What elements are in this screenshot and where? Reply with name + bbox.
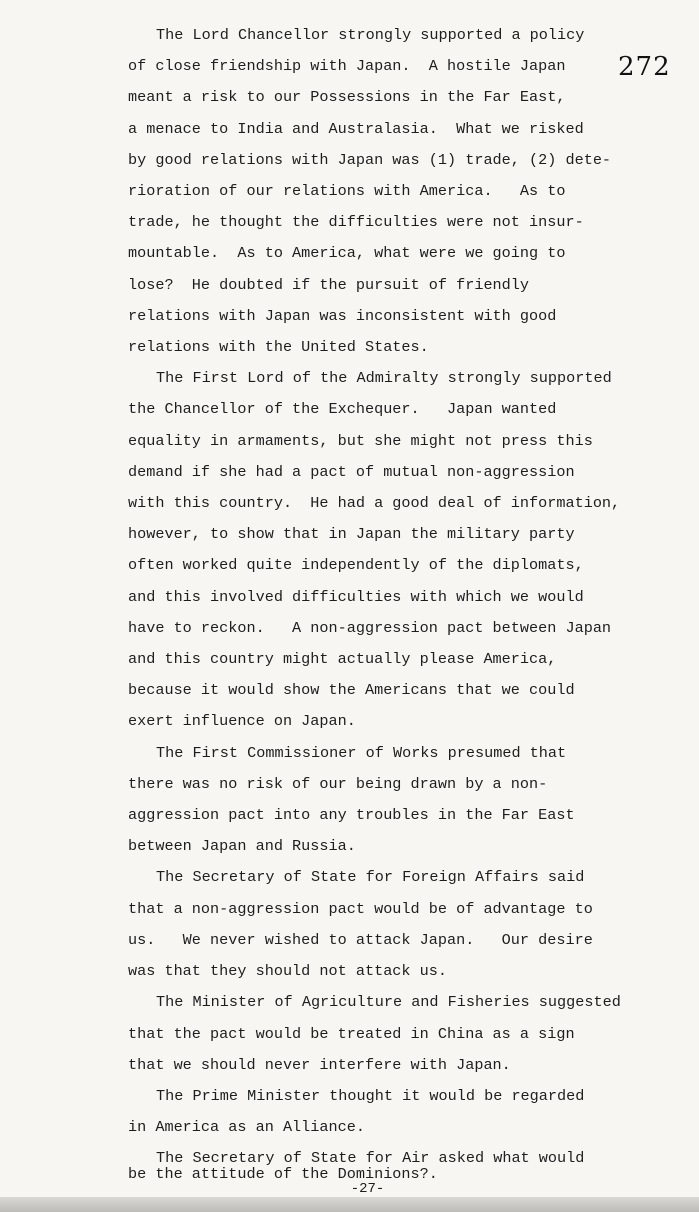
text-line: exert influence on Japan. [128,712,356,731]
text-line: The Secretary of State for Air asked what would [156,1149,585,1167]
text-line: meant a risk to our Possessions in the Far East, [128,88,566,107]
text-line: of close friendship with Japan. A hostile Japan [128,57,566,76]
paragraph-first-commissioner-works [128,738,688,863]
text-line: lose? He doubted if the pursuit of friendly [128,275,530,294]
text-line: have to reckon. A non-aggression pact between Japan [128,618,612,637]
text-line: that we should never interfere with Japan. [128,1055,511,1074]
paragraph-lord-chancellor [128,20,688,363]
text-line: with this country. He had a good deal of information, [128,494,621,513]
text-line: The Minister of Agriculture and Fisheries suggested [156,993,621,1012]
text-line: by good relations with Japan was (1) trade, (2) dete- [128,150,612,169]
text-line: The First Lord of the Admiralty strongly supported [156,369,612,388]
text-line: between Japan and Russia. [128,837,356,856]
page-number: 272 [618,52,671,82]
text-line: in America as an Alliance. [128,1118,365,1137]
text-line: the Chancellor of the Exchequer. Japan wanted [128,400,557,419]
text-line: The First Commissioner of Works presumed that [156,743,567,762]
text-line: equality in armaments, but she might not press this [128,431,593,450]
footer-page-label: -27- [350,1181,385,1197]
text-line: was that they should not attack us. [128,962,447,981]
text-line: rioration of our relations with America. As to [128,182,566,201]
text-line: because it would show the Americans that we could [128,681,575,700]
text-line: there was no risk of our being drawn by a non- [128,774,548,793]
text-line: mountable. As to America, what were we going to [128,244,566,263]
paragraph-foreign-secretary [128,862,688,987]
text-line: aggression pact into any troubles in the Far East [128,806,575,825]
text-line: us. We never wished to attack Japan. Our desire [128,930,593,949]
text-line: relations with Japan was inconsistent with good [128,306,557,325]
text-line: The Prime Minister thought it would be regarded [156,1086,585,1105]
text-line: and this country might actually please America, [128,650,557,669]
paragraph-first-lord-admiralty [128,363,688,737]
scan-bottom-edge [0,1197,699,1212]
paragraph-prime-minister [128,1081,688,1143]
text-line: The Lord Chancellor strongly supported a policy [156,26,585,44]
text-line: a menace to India and Australasia. What we risked [128,119,584,138]
text-line: relations with the United States. [128,338,429,357]
text-line: often worked quite independently of the diplomats, [128,556,584,575]
text-line: however, to show that in Japan the military party [128,525,575,544]
text-line: that a non-aggression pact would be of advantage to [128,899,593,918]
paragraph-secretary-air [128,1150,688,1182]
paragraph-minister-agriculture [128,987,688,1081]
text-line: and this involved difficulties with which we would [128,587,584,606]
minutes-body [128,20,688,1143]
text-line: The Secretary of State for Foreign Affairs said [156,868,585,887]
text-line: trade, he thought the difficulties were not insur- [128,213,584,232]
text-line: that the pact would be treated in China as a sign [128,1024,575,1043]
text-line: demand if she had a pact of mutual non-aggression [128,462,575,481]
text-line: be the attitude of the Dominions?. [128,1165,438,1183]
